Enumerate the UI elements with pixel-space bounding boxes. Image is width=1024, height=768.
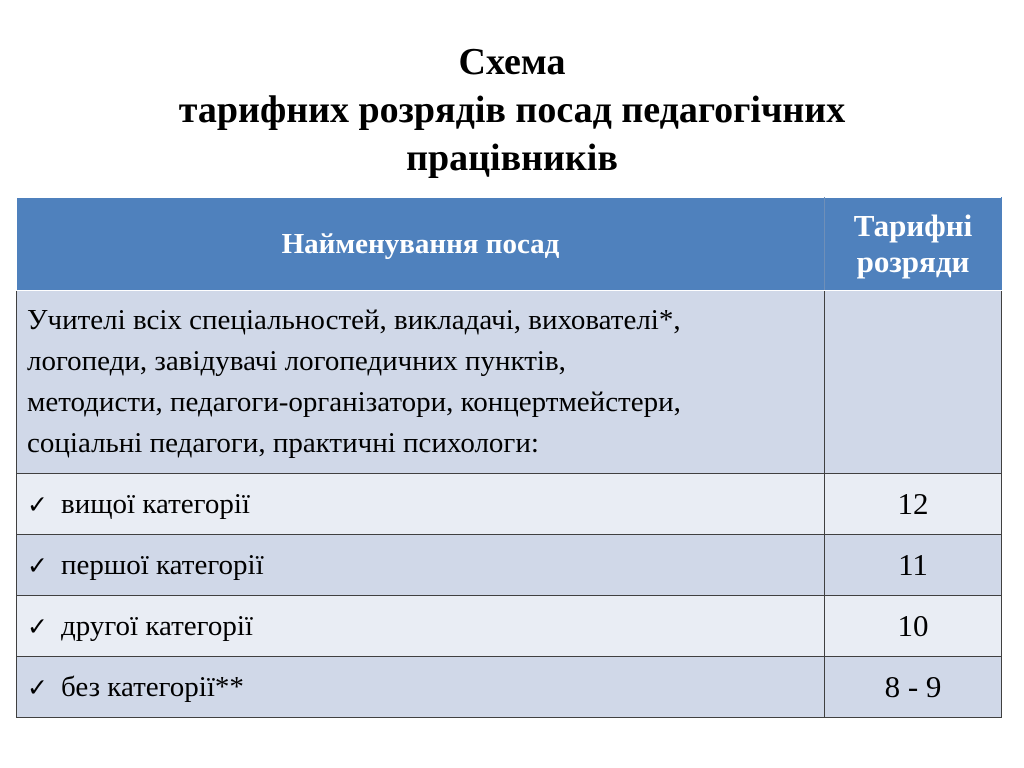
checkmark-icon: ✓ <box>27 611 48 641</box>
grade-value: 8 - 9 <box>825 657 1002 718</box>
table-row <box>17 535 1002 596</box>
table-row <box>17 596 1002 657</box>
grade-value: 12 <box>825 474 1002 535</box>
slide-title <box>0 38 1024 182</box>
grade-value: 10 <box>825 596 1002 657</box>
tariff-grades-table <box>16 197 1002 718</box>
description-line: методисти, педагоги-організатори, концертмейстери, <box>27 386 681 418</box>
title-line-1: Схема <box>458 41 566 83</box>
category-cell <box>17 535 825 596</box>
checkmark-icon: ✓ <box>27 672 48 702</box>
category-cell <box>17 596 825 657</box>
grade-value: 11 <box>825 535 1002 596</box>
table-row-description <box>17 291 1002 474</box>
table-header-row <box>17 198 1002 291</box>
header-position-names: Найменування посад <box>17 198 825 291</box>
category-label: другої категорії <box>61 609 253 642</box>
description-line: логопеди, завідувачі логопедичних пунктів, <box>27 345 566 377</box>
description-line: соціальні педагоги, практичні психологи: <box>27 427 539 459</box>
positions-description <box>17 291 825 474</box>
title-line-3: працівників <box>406 137 618 179</box>
checkmark-icon: ✓ <box>27 489 48 519</box>
table-row <box>17 474 1002 535</box>
checkmark-icon: ✓ <box>27 550 48 580</box>
description-line: Учителі всіх спеціальностей, викладачі, вихователі*, <box>27 304 681 336</box>
header-grade-line-1: Тарифні <box>853 208 973 243</box>
category-label: без категорії** <box>61 670 244 703</box>
header-grade-line-2: розряди <box>856 244 970 279</box>
category-cell <box>17 474 825 535</box>
category-label: вищої категорії <box>61 487 250 520</box>
table-row <box>17 657 1002 718</box>
description-grade-cell <box>825 291 1002 474</box>
category-cell <box>17 657 825 718</box>
category-label: першої категорії <box>61 548 264 581</box>
title-line-2: тарифних розрядів посад педагогічних <box>178 89 846 131</box>
header-tariff-grades <box>825 198 1002 291</box>
